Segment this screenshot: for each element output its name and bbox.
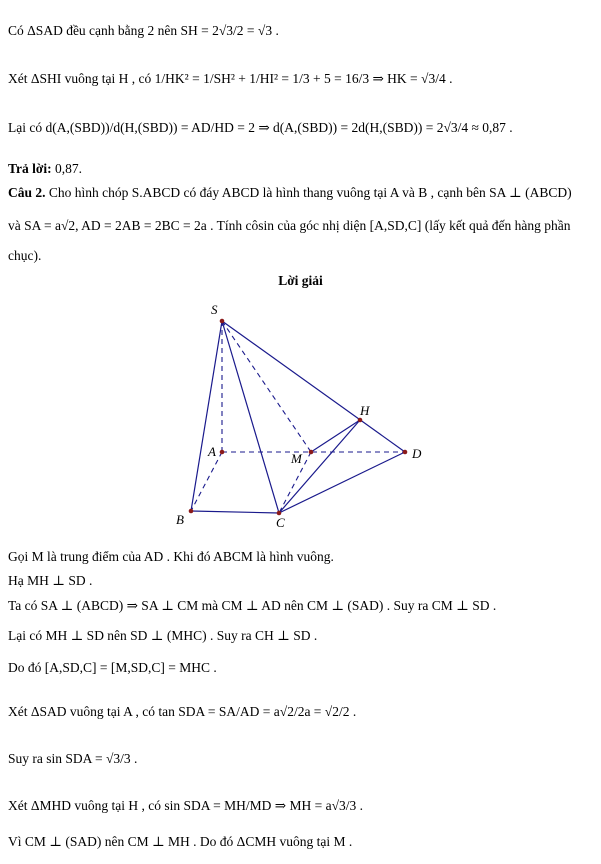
- point-B: [189, 509, 194, 514]
- label-S: S: [211, 302, 218, 317]
- question-2-text: Cho hình chóp S.ABCD có đáy ABCD là hình thang vuông tại A và B , cạnh bên SA ⊥ (ABCD): [48, 185, 572, 200]
- solution-line-6: Xét ΔSAD vuông tại A , có tan SDA = SA/AD = a√2/2a = √2/2 .: [8, 704, 357, 719]
- edge-SC: [222, 321, 279, 513]
- edge-SD: [222, 321, 405, 452]
- edge-SM: [222, 321, 311, 452]
- point-H: [358, 418, 363, 423]
- point-A: [220, 450, 225, 455]
- question-2-label: Câu 2.: [8, 185, 46, 200]
- text-line-3: Lại có d(A,(SBD))/d(H,(SBD)) = AD/HD = 2 ⇒ d(A,(SBD)) = 2d(H,(SBD)) = 2√3/4 ≈ 0,87 .: [8, 120, 513, 135]
- label-D: D: [412, 446, 422, 461]
- point-D: [403, 450, 408, 455]
- label-B: B: [176, 512, 184, 527]
- answer-value: 0,87.: [54, 161, 82, 176]
- edge-CH: [279, 420, 360, 513]
- point-M: [309, 450, 314, 455]
- solution-line-3: Ta có SA ⊥ (ABCD) ⇒ SA ⊥ CM mà CM ⊥ AD nên CM ⊥ (SAD) . Suy ra CM ⊥ SD .: [8, 598, 497, 613]
- answer-label: Trả lời:: [8, 161, 52, 176]
- solution-title: Lời giải: [278, 273, 323, 288]
- label-M: M: [291, 451, 302, 466]
- edge-BC: [191, 511, 279, 513]
- solution-line-9: Vì CM ⊥ (SAD) nên CM ⊥ MH . Do đó ΔCMH vuông tại M .: [8, 834, 353, 849]
- solution-line-2: Hạ MH ⊥ SD .: [8, 573, 93, 588]
- edge-SB: [191, 321, 222, 511]
- label-A: A: [208, 444, 216, 459]
- edge-MH: [311, 420, 360, 452]
- solution-line-4: Lại có MH ⊥ SD nên SD ⊥ (MHC) . Suy ra CH ⊥ SD .: [8, 628, 318, 643]
- text-line-2: Xét ΔSHI vuông tại H , có 1/HK² = 1/SH² + 1/HI² = 1/3 + 5 = 16/3 ⇒ HK = √3/4 .: [8, 71, 453, 86]
- question-2-end: chục).: [8, 248, 42, 263]
- solution-line-8: Xét ΔMHD vuông tại H , có sin SDA = MH/MD ⇒ MH = a√3/3 .: [8, 798, 364, 813]
- solution-line-5: Do đó [A,SD,C] = [M,SD,C] = MHC .: [8, 660, 217, 675]
- text-line-1: Có ΔSAD đều cạnh bằng 2 nên SH = 2√3/2 = √3 .: [8, 23, 279, 38]
- label-H: H: [360, 403, 370, 418]
- label-C: C: [276, 515, 285, 530]
- solution-line-7: Suy ra sin SDA = √3/3 .: [8, 751, 138, 766]
- point-S: [220, 319, 225, 324]
- question-2-continuation: và SA = a√2, AD = 2AB = 2BC = 2a . Tính côsin của góc nhị diện [A,SD,C] (lấy kết quả đến hàng phần: [8, 218, 571, 233]
- solution-line-1: Gọi M là trung điểm của AD . Khi đó ABCM là hình vuông.: [8, 549, 334, 564]
